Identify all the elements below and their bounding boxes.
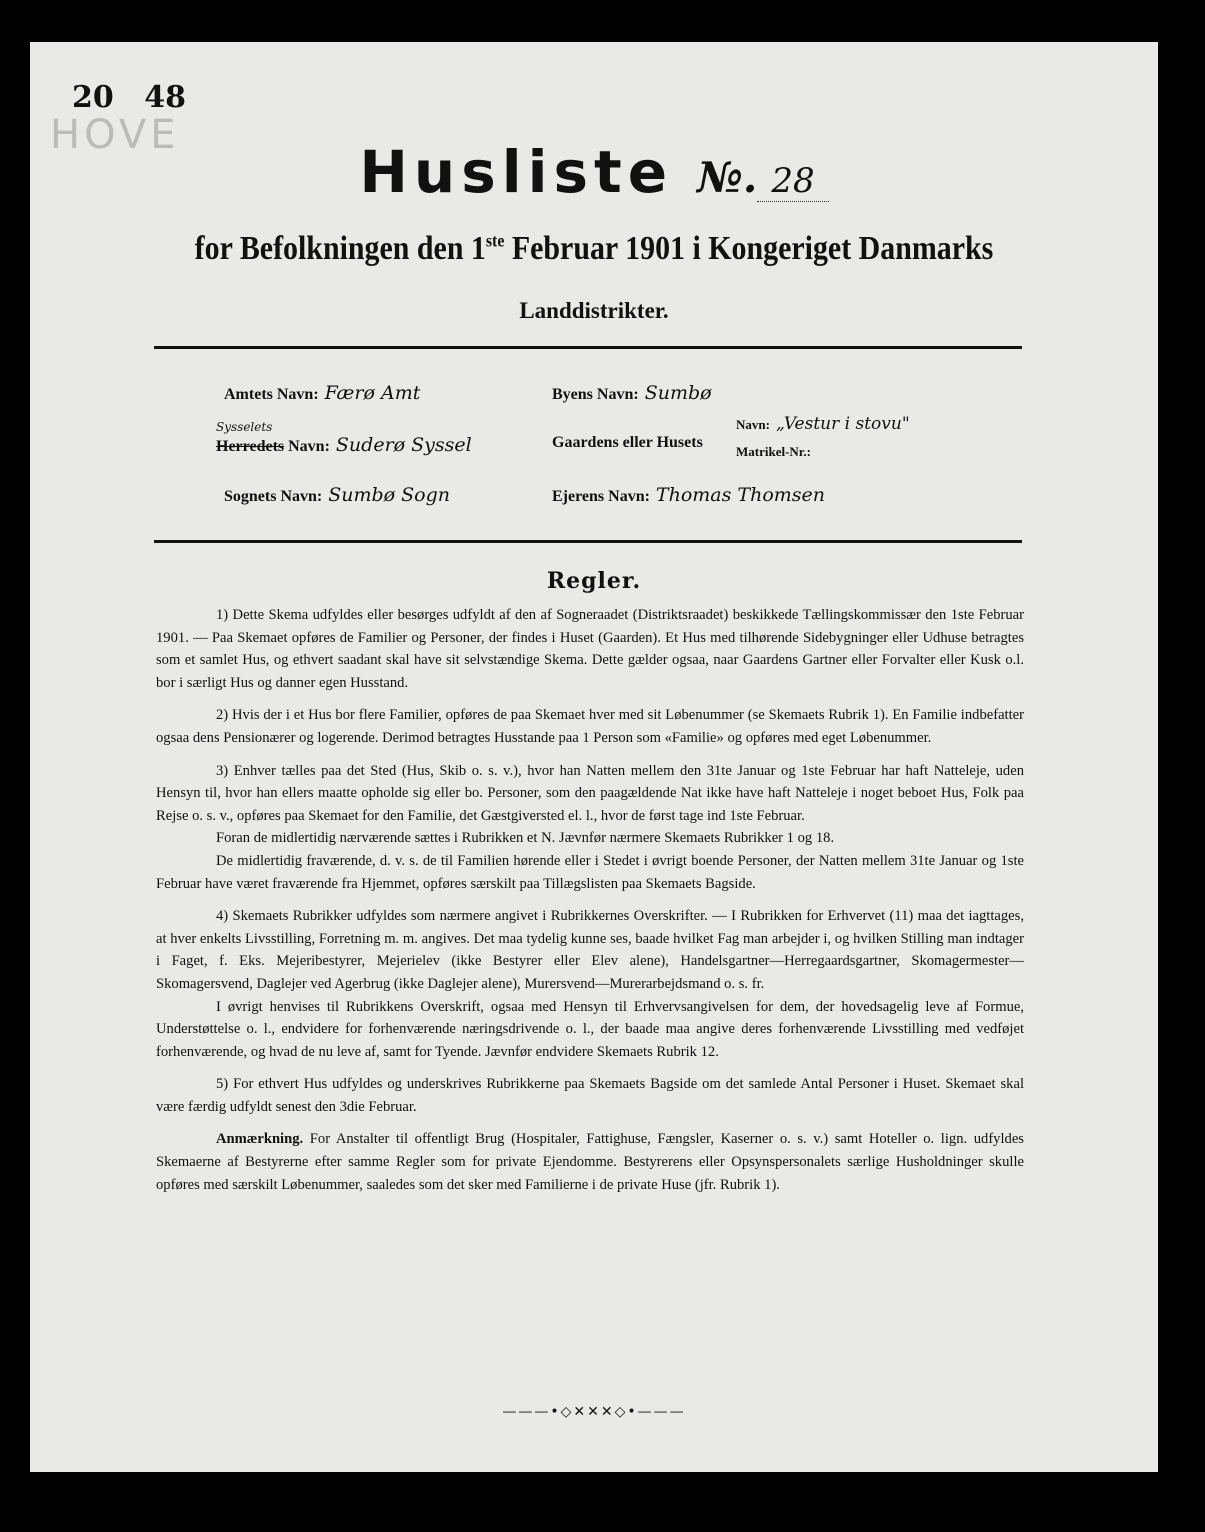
rule-4: 4) Skemaets Rubrikker udfyldes som nærmere angivet i Rubrikkernes Overskrifter. — I Rubrikken for Erhvervet (11) maa det iagttages, at hver enkelts Livsstilling, Forretning m. m. angives. Det maa tydelig kunne ses, baade hvilket Fag man arbejder i, og hvilken Stilling man indtager i Faget, f. Eks. Mejeribestyrer, Mejerielev (ikke Bestyrer eller Elev alene), Handelsgartner—Herregaardsgartner, Skomagermester—Skomagersvend, Daglejer ved Agerbrug (ikke Daglejer alene), Murersvend—Murerarbejdsmand o. s. fr. — [156, 908, 1024, 992]
amt-value: Færø Amt — [324, 382, 421, 404]
rule-1: 1) Dette Skema udfyldes eller besørges udfyldt af den af Sogneraadet (Distriktsraadet) beskikkede Tællingskommissær den 1ste Februar 1901. — Paa Skemaet opføres de Familier og Personer, der findes i Huset (Gaarden). Et Hus med tilhørende Sidebygninger eller Udhuse betragtes som et samlet Hus, og ethvert saadant skal have sit selvstændige Skema. Dette gælder ogsaa, naar Gaardens Gartner eller Forvalter eller Kusk o.l. bor i særligt Hus og danner egen Husstand. — [156, 607, 1024, 691]
syssel-overwrite: Sysselets — [216, 420, 273, 434]
matrikel-row: Matrikel-Nr.: — [736, 444, 811, 459]
corner-number-2: 48 — [144, 80, 186, 115]
rules-body — [156, 604, 1024, 1206]
by-field: Byens Navn: Sumbø — [552, 382, 712, 404]
ejer-value: Thomas Thomsen — [655, 484, 826, 506]
handwritten-page-mark: 5-1 — [148, 1462, 245, 1532]
amt-field: Amtets Navn: Færø Amt — [224, 382, 421, 404]
by-value: Sumbø — [644, 382, 712, 404]
form-subtitle: for Befolkningen den 1ste Februar 1901 i Kongeriget Danmarks — [194, 230, 994, 267]
remark: Anmærkning. For Anstalter til offentligt Brug (Hospitaler, Fattighuse, Fængsler, Kaserner o. s. v.) samt Hoteller o. lign. udfyldes Skemaerne af Bestyrerne efter samme Regler som for private Ejendomme. Bestyrerens eller Opsynspersonalets særlige Husholdninger skulle opføres med særskilt Løbenummer, saaledes som det sker med Familierne i de private Huse (jfr. Rubrik 1). — [156, 1131, 1024, 1193]
herred-value: Suderø Syssel — [335, 434, 472, 456]
corner-numbers — [72, 80, 206, 115]
rule-3-foran: Foran de midlertidig nærværende sættes i Rubrikken et N. Jævnfør nærmere Skemaets Rubrikker 1 og 18. — [216, 830, 835, 847]
corner-number-1: 20 — [72, 80, 114, 115]
sogn-field: Sognets Navn: Sumbø Sogn — [224, 484, 450, 506]
gaard-name-row: Navn: „Vestur i stovu" — [736, 414, 910, 434]
gaard-name-value: „Vestur i stovu" — [775, 414, 910, 434]
ejer-field: Ejerens Navn: Thomas Thomsen — [552, 484, 826, 506]
faded-stamp: HOVE — [50, 112, 180, 158]
sogn-value: Sumbø Sogn — [328, 484, 450, 506]
form-title-text: Husliste — [359, 138, 674, 206]
list-number: 28 — [757, 161, 828, 202]
divider-bottom — [154, 540, 1022, 543]
gaard-field: Gaardens eller Husets — [552, 434, 703, 451]
rule-2: 2) Hvis der i et Hus bor flere Familier, opføres de paa Skemaet hver med sit Løbenummer (se Skemaets Rubrik 1). En Familie indbefatter ogsaa dens Pensionærer og logerende. Derimod betragtes Husstande paa 1 Person som «Familie» og opføres med eget Løbenummer. — [156, 707, 1024, 746]
number-sign: №. — [697, 153, 758, 202]
form-title — [30, 138, 1158, 206]
ornament-divider: ———•◇✕✕✕◇•——— — [502, 1404, 686, 1420]
rules-heading: Regler. — [546, 568, 642, 594]
divider-top — [154, 346, 1022, 349]
rule-3-fravaerende: De midlertidig fraværende, d. v. s. de til Familien hørende eller i Stedet i øvrigt boende Personer, der Natten mellem 31te Januar og 1ste Februar have været fraværende fra Hjemmet, opføres særskilt paa Tillægslisten paa Skemaets Bagside. — [156, 852, 1024, 892]
rule-5: 5) For ethvert Hus udfyldes og underskrives Rubrikkerne paa Skemaets Bagside om det samlede Antal Personer i Huset. Skemaet skal være færdig udfyldt senest den 3die Februar. — [156, 1076, 1024, 1115]
census-sheet — [30, 42, 1158, 1532]
herred-field: Herredets Navn: Suderø Syssel — [216, 434, 472, 456]
rule-4-oevrigt: I øvrigt henvises til Rubrikkens Overskrift, ogsaa med Hensyn til Erhvervsangivelsen for dem, der hovedsagelig leve af Formue, Understøttelse o. l., endvidere for forhenværende næringsdrivende o. l., der baade maa angive deres forhenværende Livsstilling med vedføjet forhenværende, og hvad de nu leve af, samt for Tyende. Jævnfør endvidere Skemaets Rubrik 12. — [156, 998, 1024, 1060]
district-type: Landdistrikter. — [519, 298, 669, 323]
rule-3: 3) Enhver tælles paa det Sted (Hus, Skib o. s. v.), hvor han Natten mellem den 31te Januar og 1ste Februar har haft Natteleje, uden Hensyn til, hvor han ellers maatte opholde sig eller bo. Personer, som den paagældende Nat ikke have haft Natteleje i noget beboet Hus, Folk paa Rejse o. s. v., opføres paa Skemaet for den Familie, det Gæstgiversted el. l., hvor de først tage ind 1ste Februar. — [156, 762, 1024, 824]
